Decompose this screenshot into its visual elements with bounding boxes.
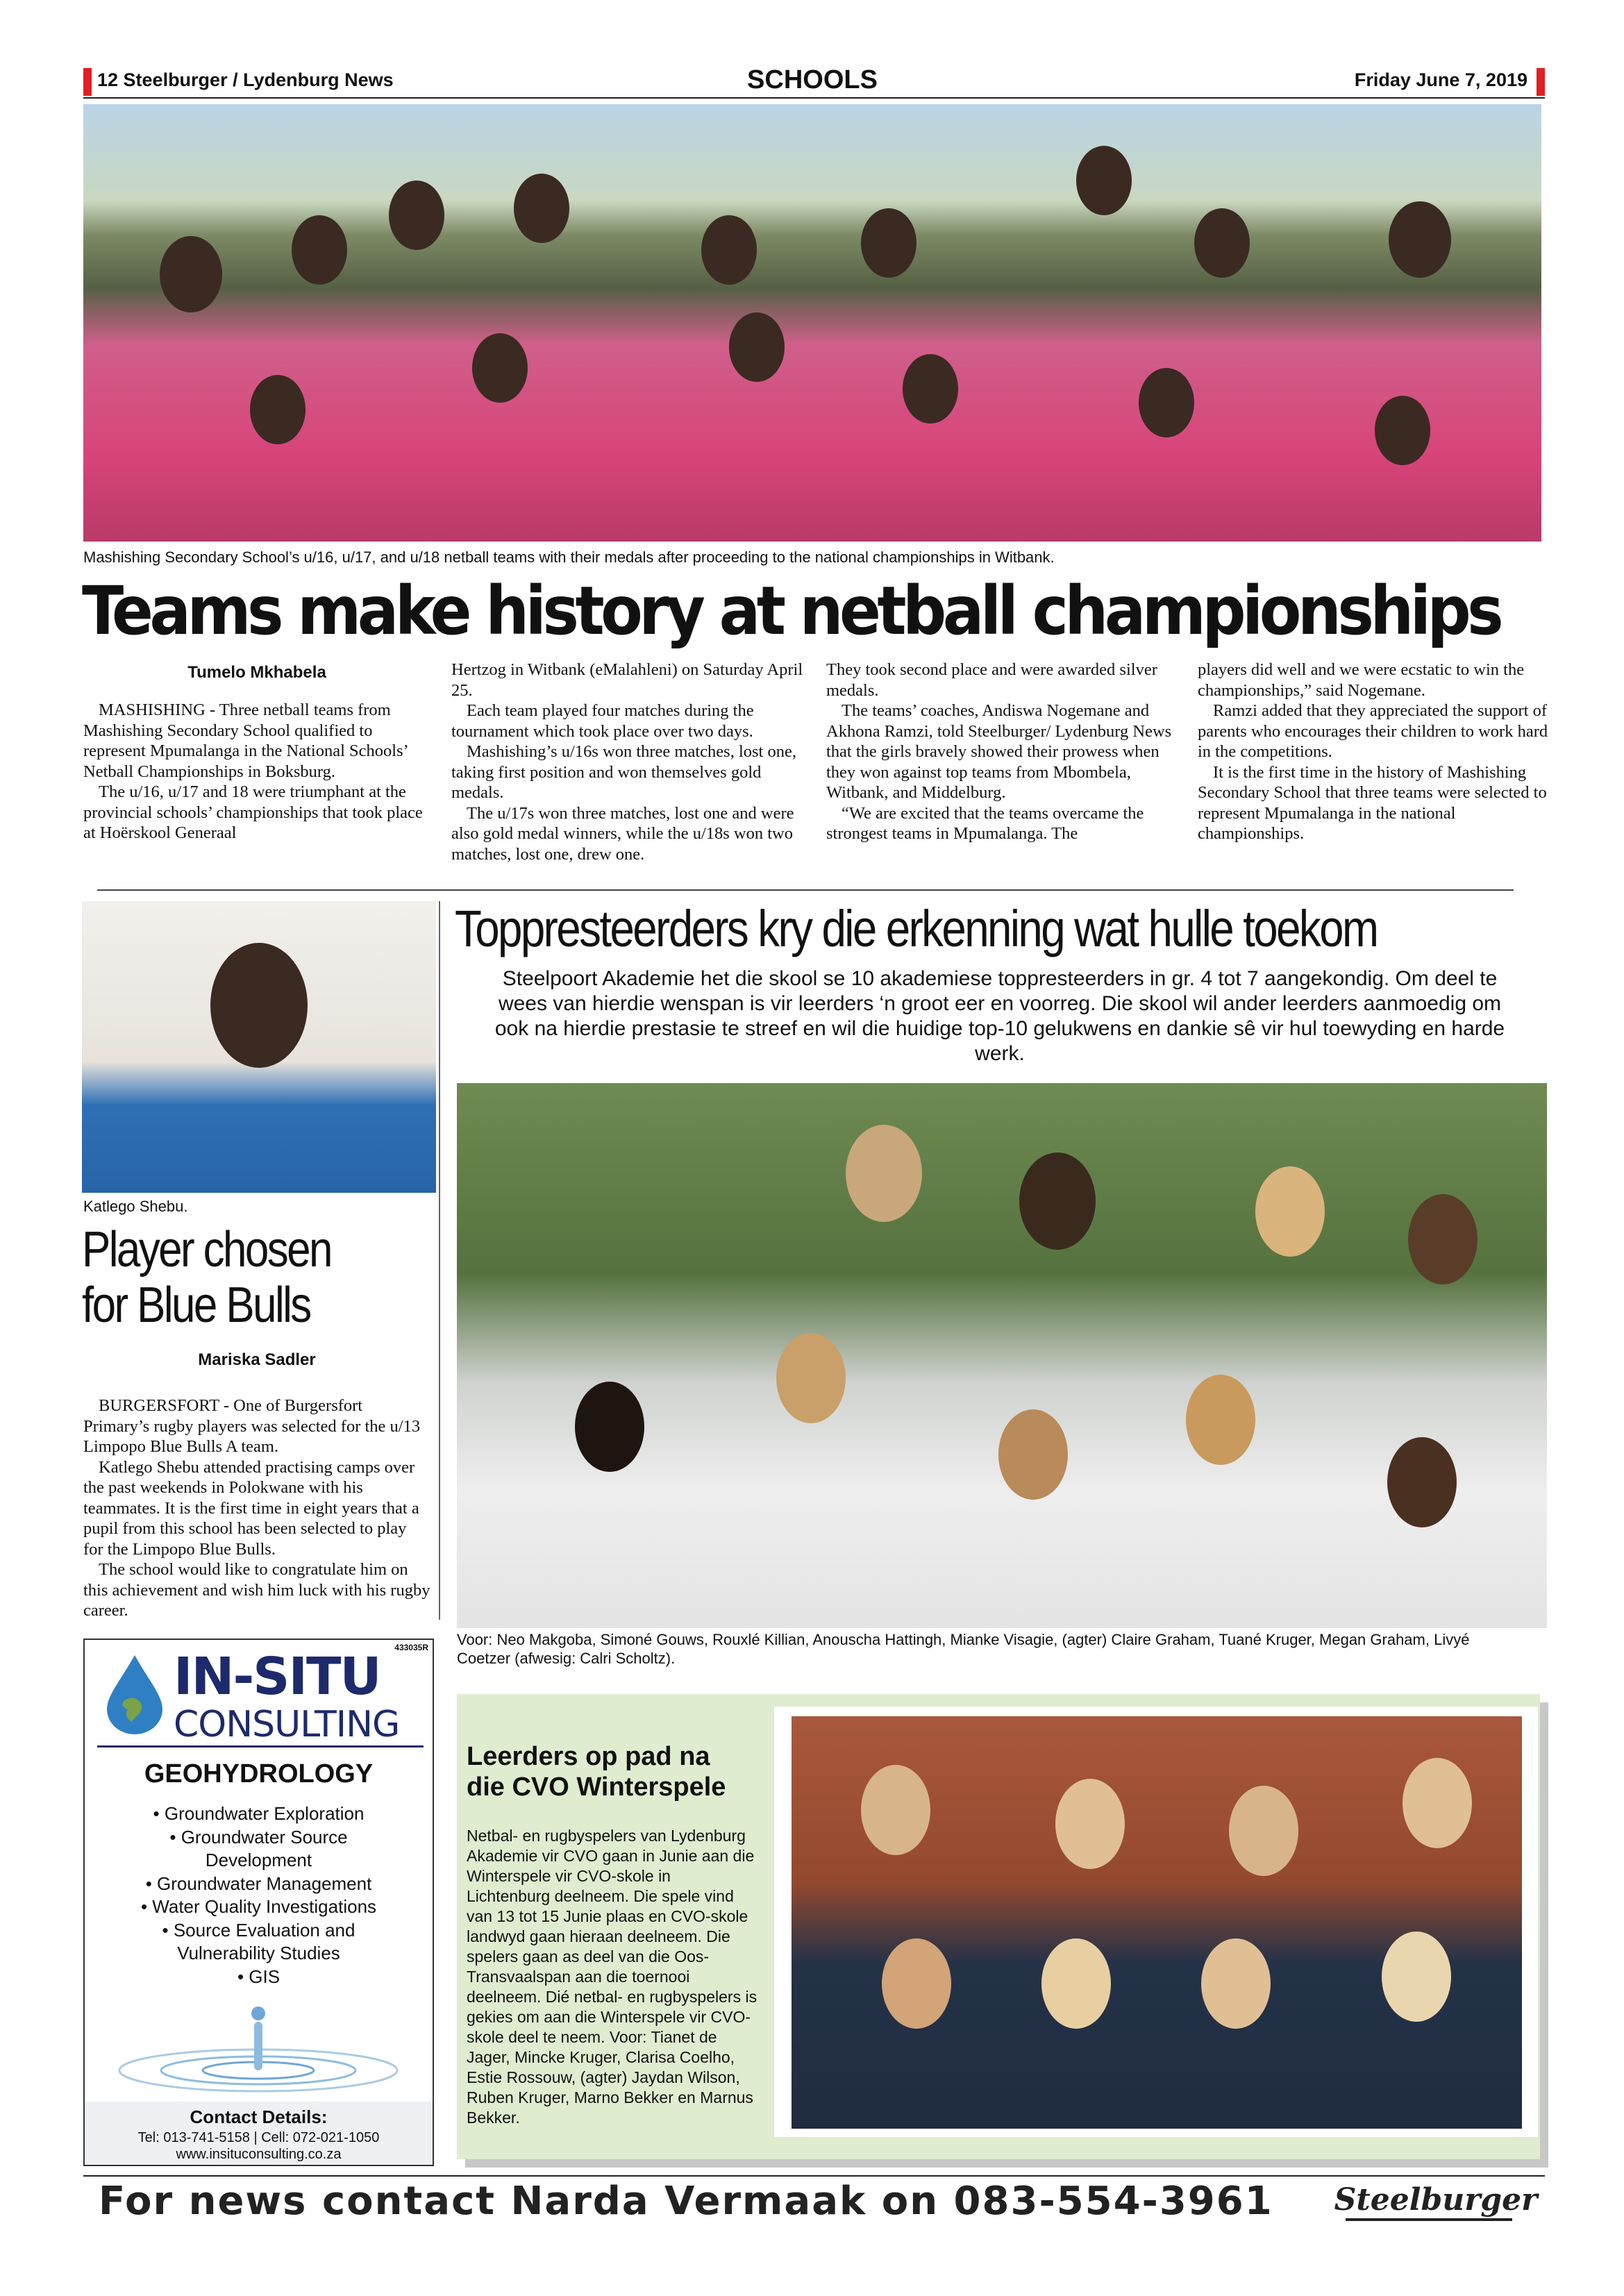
advert-phone-numbers: Tel: 013-741-5158 | Cell: 072-021-1050 (137, 2130, 380, 2145)
katlego-photo-caption: Katlego Shebu. (83, 1198, 188, 1215)
paragraph: Mashishing’s u/16s won three matches, lost one, taking first position and won themselves gold medals. (451, 742, 796, 802)
list-item: Vulnerability Studies (177, 1943, 340, 1963)
footer-rule (83, 2175, 1545, 2177)
list-item: • Groundwater Exploration (153, 1803, 365, 1824)
netball-column-3 (826, 660, 1180, 844)
paragraph: Katlego Shebu attended practising camps over the past weekends in Polokwane with his teammates. It is the first time in eight years that a pupil from this school has been selected to play for the Limpopo Blue Bulls. (83, 1457, 419, 1559)
list-item: • GIS (237, 1966, 281, 1987)
paragraph: The school would like to congratulate him on this achievement and wish him luck with his rugby career. (83, 1560, 430, 1620)
advert-website: www.insituconsulting.co.za (176, 2147, 342, 2162)
list-item: • Groundwater Management (145, 1872, 372, 1894)
paragraph: Hertzog in Witbank (eMalahleni) on Saturday April 25. (451, 660, 803, 700)
player-article-body (83, 1396, 430, 1621)
advert-services-list (85, 1802, 433, 1988)
paragraph: They took second place and were awarded silver medals. (826, 660, 1157, 700)
advert-brand-line-2: CONSULTING (174, 1704, 400, 1745)
toppresteerders-intro: Steelpoort Akademie het die skool se 10 akademiese toppresteerders in gr. 4 tot 7 aangekondig. Om deel te wees van hierdie wenspan is vir leerders ‘n groot eer en voorreg. Die skool wil ander leerders aanmoedig om ook na hierdie prestasie te streef en wil die huidige top-10 gelukwens en dankie sê vir hul toewyding en harde werk. (494, 967, 1505, 1065)
section-title: SCHOOLS (747, 65, 878, 94)
paragraph: The teams’ coaches, Andiswa Nogemane and Akhona Ramzi, told Steelburger/ Lydenburg News that the girls bravely showed their prowess when they won against top teams from Mbombela, Witbank, and Middelburg. (826, 701, 1172, 802)
paragraph: The u/17s won three matches, lost one and were also gold medal winners, while the u/18s won two matches, lost one, drew one. (451, 803, 794, 864)
header-rule (83, 97, 1545, 99)
steelburger-logo (1332, 2182, 1540, 2221)
paragraph: Each team played four matches during the tournament which took place over two days. (451, 701, 754, 741)
toppresteerders-headline: Toppresteerders kry die erkenning wat hulle toekom (455, 900, 1378, 957)
top-achievers-caption: Voor: Neo Makgoba, Simoné Gouws, Rouxlé Killian, Anouscha Hattingh, Mianke Visagie, (agter) Claire Graham, Tuané Kruger, Megan Graham, Livyé Coetzer (afwesig: Calri Scholtz). (457, 1631, 1470, 1667)
insitu-consulting-advert (83, 1639, 434, 2166)
water-drop-globe-icon (100, 1652, 169, 1736)
list-item: • Water Quality Investigations (140, 1896, 377, 1917)
list-item: Development (205, 1850, 312, 1870)
cvo-headline (467, 1741, 758, 1802)
logo-underline (1346, 2218, 1512, 2221)
advert-code: 433035R (394, 1643, 428, 1652)
cvo-players-photo (792, 1716, 1522, 2129)
section-divider (97, 889, 1514, 891)
news-contact-line: For news contact Narda Vermaak on 083-554-3961 (99, 2179, 1273, 2224)
player-headline-line-1: Player chosen (82, 1222, 331, 1277)
list-item: • Source Evaluation and (162, 1919, 355, 1941)
advert-brand-underline (97, 1745, 424, 1748)
paragraph: BURGERSFORT - One of Burgersfort Primary’s rugby players was selected for the u/13 Limpopo Blue Bulls A team. (83, 1396, 421, 1456)
cvo-headline-line-1: Leerders op pad na (467, 1742, 710, 1771)
steelburger-logo-text: Steelburger (1334, 2182, 1538, 2218)
paragraph: It is the first time in the history of Mashishing Secondary School that three teams were selected to represent Mpumalanga in the national championships. (1198, 762, 1547, 843)
netball-photo-caption: Mashishing Secondary School’s u/16, u/17, and u/18 netball teams with their medals after proceeding to the national championships in Witbank. (83, 548, 1055, 566)
netball-column-1 (83, 700, 430, 844)
list-item: • Groundwater Source (169, 1826, 348, 1847)
page-section-label: 12 Steelburger / Lydenburg News (97, 69, 394, 90)
water-splash-icon (106, 1994, 411, 2098)
header-accent-bar-right (1537, 68, 1545, 96)
netball-teams-photo (83, 104, 1541, 542)
paragraph: “We are excited that the teams overcame the strongest teams in Mpumalanga. The (826, 803, 1144, 843)
advert-brand-line-1: IN-SITU (174, 1647, 380, 1707)
netball-headline: Teams make history at netball championships (82, 572, 1500, 650)
advert-contact-heading: Contact Details: (190, 2106, 328, 2127)
player-byline: Mariska Sadler (198, 1350, 316, 1369)
player-headline (82, 1222, 392, 1333)
paragraph: Ramzi added that they appreciated the support of parents who encourages their children to work hard in the competitions. (1198, 701, 1548, 761)
cvo-article-text: Netbal- en rugbyspelers van Lydenburg Akademie vir CVO gaan in Junie aan die Winterspele vir CVO-skole in Lichtenburg deelneem. Die spele vind van 13 tot 15 Junie plaas en CVO-skole landwyd gaan hieraan deelneem. Die spelers gaan as deel van die Oos-Transvaalspan aan die toernooi deelneem. Dié netbal- en rugbyspelers is gekies om aan die Winterspele vir CVO-skole deel te neem. Voor: Tianet de Jager, Mincke Kruger, Clarisa Coelho, Estie Rossouw, (agter) Jaydan Wilson, Ruben Kruger, Marno Bekker en Marnus Bekker. (467, 1827, 757, 2127)
cvo-headline-line-2: die CVO Winterspele (467, 1773, 726, 1802)
issue-date: Friday June 7, 2019 (1354, 69, 1527, 90)
paragraph: players did well and we were ecstatic to win the championships,” said Nogemane. (1198, 660, 1525, 700)
katlego-shebu-photo (82, 901, 436, 1193)
paragraph: The u/16, u/17 and 18 were triumphant at the provincial schools’ championships that took place at Hoërskool Generaal (83, 782, 423, 842)
netball-column-4 (1198, 660, 1548, 844)
player-headline-line-2: for Blue Bulls (82, 1277, 310, 1333)
netball-column-2 (451, 660, 805, 864)
top-achievers-photo (457, 1083, 1547, 1628)
advert-subtitle: GEOHYDROLOGY (144, 1759, 374, 1788)
column-divider (439, 901, 440, 1620)
paragraph: MASHISHING - Three netball teams from Mashishing Secondary School qualified to represent Mpumalanga in the National Schools’ Netball Championships in Boksburg. (83, 701, 408, 781)
netball-byline: Tumelo Mkhabela (187, 663, 326, 682)
header-accent-bar-left (83, 68, 92, 96)
